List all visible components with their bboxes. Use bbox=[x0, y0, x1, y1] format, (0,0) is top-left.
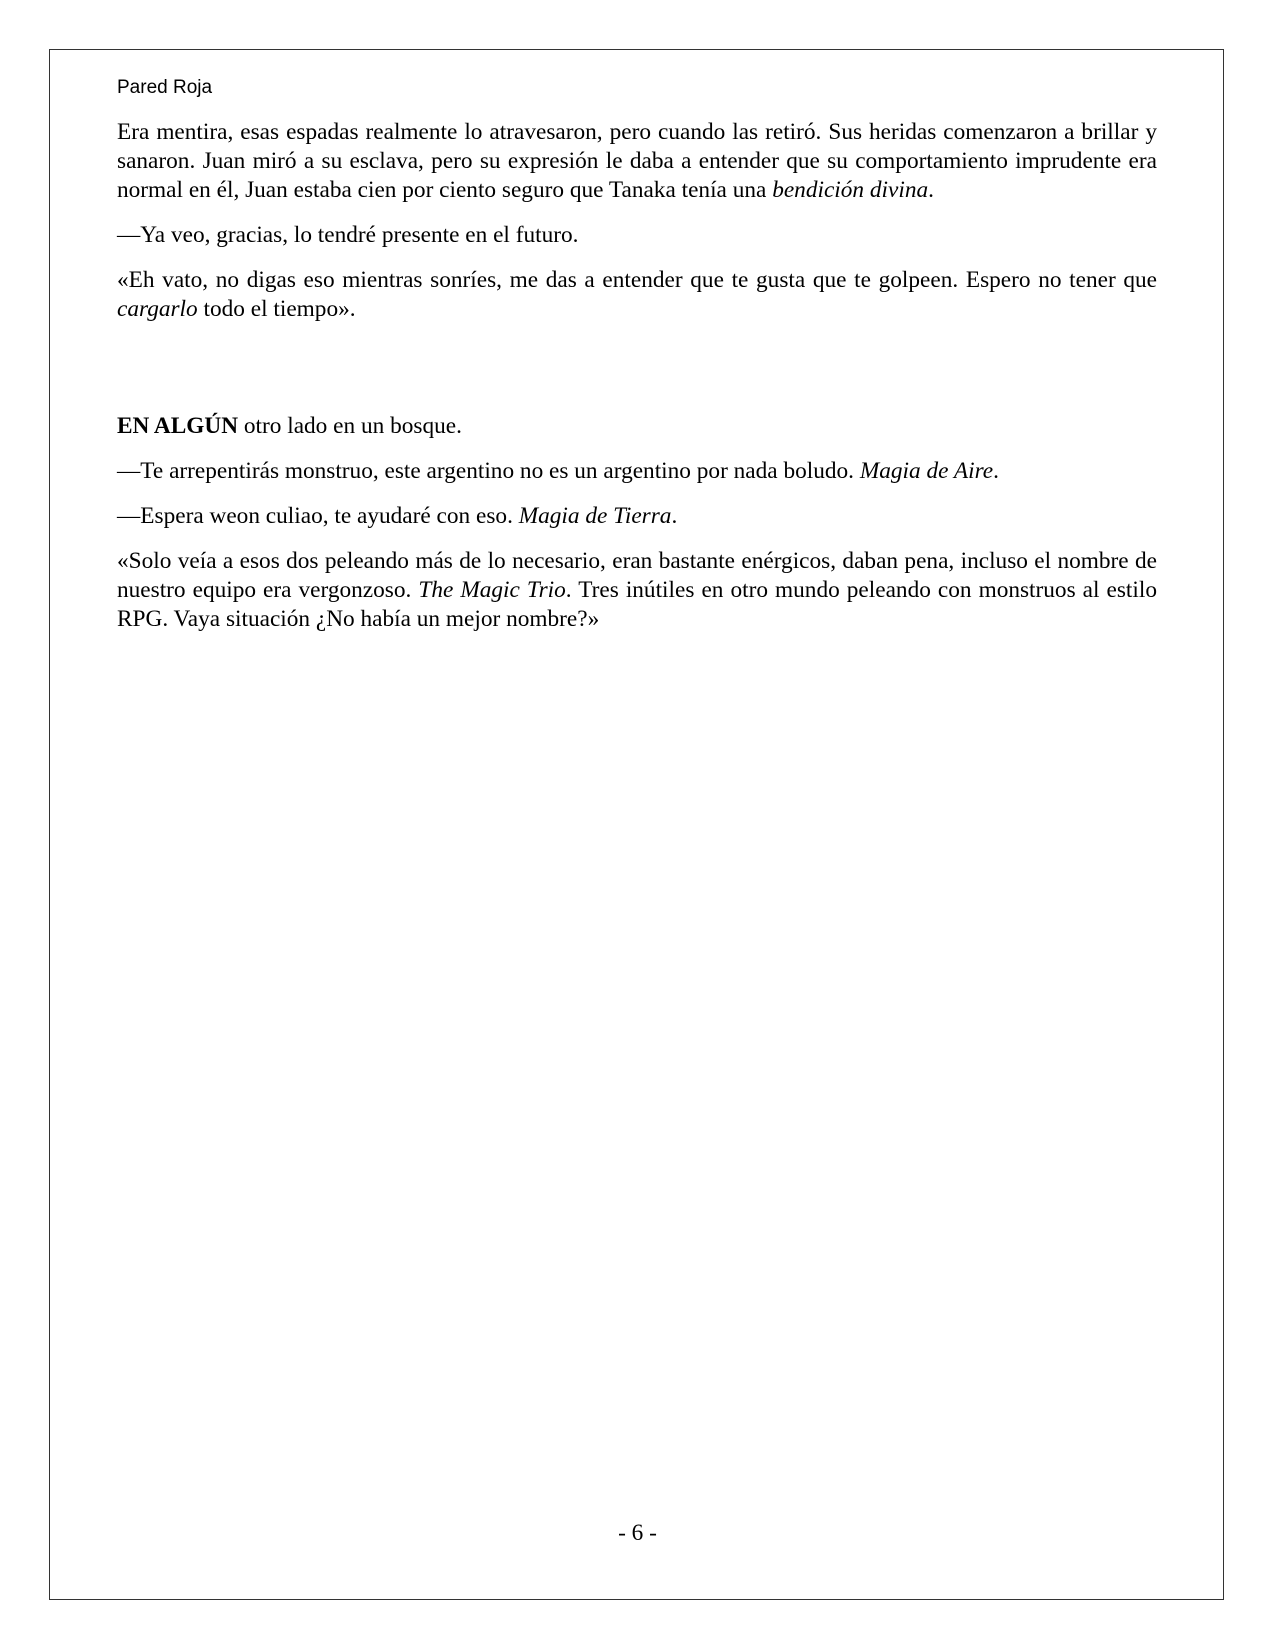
paragraph-text: Era mentira, esas espadas realmente lo atravesaron, pero cuando las retiró. Sus heridas comenzaron a brillar y sanaron. Juan miró a su esclava, pero su expresión le daba a entender que su comportamiento imprudente era normal en él, Juan estaba cien por ciento seguro que Tanaka tenía una bbox=[117, 119, 1157, 203]
paragraph-text: —Espera weon culiao, te ayudaré con eso. bbox=[117, 503, 519, 529]
paragraph-text: . Tres inútiles en otro mundo peleando con monstruos al estilo RPG. Vaya situación ¿No había un mejor nombre?» bbox=[117, 577, 1157, 632]
paragraph-text: «Solo veía a esos dos peleando más de lo necesario, eran bastante enérgicos, daban pena, incluso el nombre de nuestro equipo era vergonzoso. bbox=[117, 548, 1157, 603]
paragraph-5 bbox=[117, 457, 1157, 486]
page-body bbox=[117, 118, 1157, 650]
italic-phrase: Magia de Aire bbox=[859, 458, 994, 484]
running-header: Pared Roja bbox=[117, 77, 213, 98]
paragraph-text: otro lado en un bosque. bbox=[238, 413, 462, 439]
paragraph-1 bbox=[117, 118, 1157, 205]
paragraph-text: todo el tiempo». bbox=[197, 296, 356, 322]
paragraph-3 bbox=[117, 266, 1157, 324]
italic-phrase: The Magic Trio bbox=[418, 577, 566, 603]
paragraph-text: «Eh vato, no digas eso mientras sonríes, me das a entender que te gusta que te golpeen. Espero no tener que bbox=[117, 267, 1157, 293]
paragraph-text: . bbox=[993, 458, 999, 484]
italic-phrase: bendición divina bbox=[772, 177, 929, 203]
section-lead-in: EN ALGÚN bbox=[117, 413, 239, 439]
page-number: - 6 - bbox=[618, 1520, 657, 1546]
paragraph-6 bbox=[117, 502, 1157, 531]
paragraph-7 bbox=[117, 547, 1157, 634]
paragraph-text: . bbox=[671, 503, 678, 529]
italic-phrase: Magia de Tierra bbox=[518, 503, 672, 529]
paragraph-text: —Te arrepentirás monstruo, este argentino no es un argentino por nada boludo. bbox=[117, 458, 860, 484]
paragraph-4 bbox=[117, 412, 1157, 441]
paragraph-2 bbox=[117, 221, 1157, 250]
paragraph-text: . bbox=[928, 177, 934, 203]
italic-phrase: cargarlo bbox=[117, 296, 198, 322]
paragraph-text: —Ya veo, gracias, lo tendré presente en el futuro. bbox=[117, 222, 579, 248]
